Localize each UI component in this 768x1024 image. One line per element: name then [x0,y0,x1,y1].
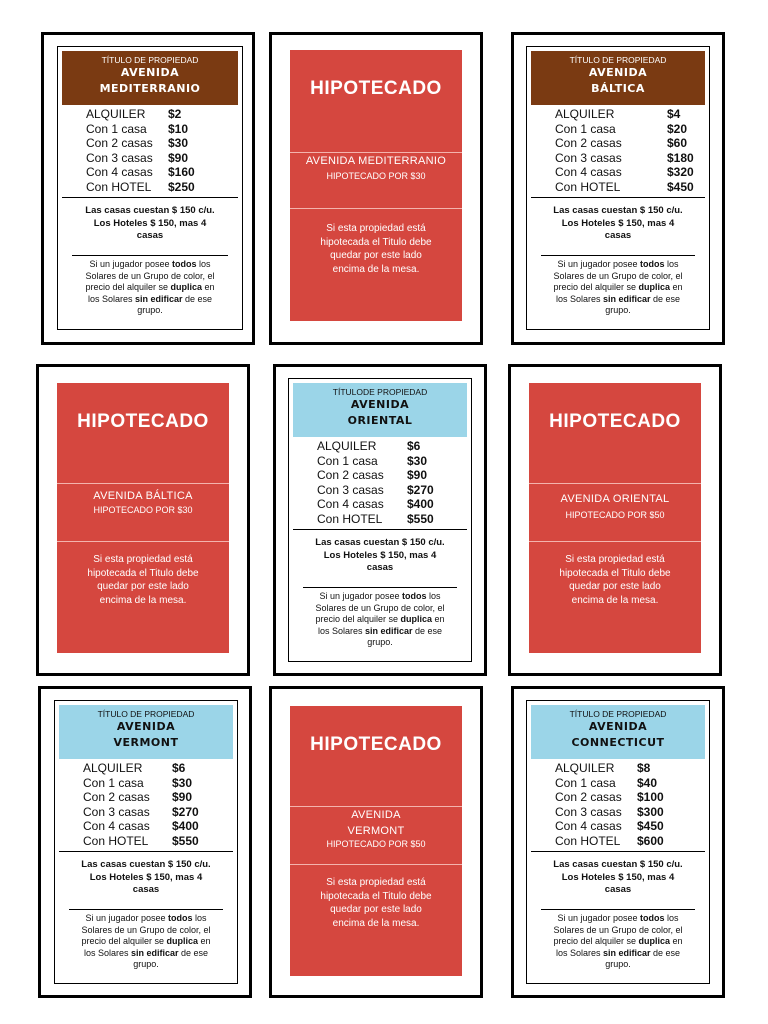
rule-line [293,591,467,603]
rule-line [59,948,233,960]
mortgage-note-line: quedar por este lado [97,581,189,592]
house-cost-line: Las casas cuestan $ 150 c/u. [315,537,445,548]
mortgaged-property-name: AVENIDA MEDITERRANIO [305,155,447,167]
rent-label: ALQUILER [83,761,143,775]
divider-line [541,255,695,256]
rent-row [317,468,467,482]
rule-fragment: grupo. [137,305,163,315]
rule-line [531,948,705,960]
rent-label: Con HOTEL [83,833,149,848]
rule-fragment: precio del alquiler se [85,282,171,292]
rule-fragment: los [664,259,679,269]
rule-emphasis: sin edificar [602,293,651,304]
property-card [273,364,487,676]
rent-label: Con 1 casa [555,775,616,790]
rent-price: $550 [172,833,199,848]
rule-line [531,259,705,271]
rent-row [317,439,467,453]
rule-fragment: precio del alquiler se [81,936,167,946]
rent-price: $270 [172,804,199,819]
property-card [41,32,255,345]
divider-line [72,255,228,256]
rent-label: Con HOTEL [317,511,383,526]
rent-label: Con 4 casas [86,165,153,179]
title-deed-label: TÍTULODE PROPIEDAD [332,387,428,397]
rent-label: Con 3 casas [317,482,384,497]
rule-emphasis: sin edificar [134,293,183,304]
rule-line [531,925,705,937]
rule-fragment: los [426,591,441,601]
house-cost-line: casas [366,562,394,573]
rule-line [62,305,238,317]
house-cost-line: casas [136,230,164,241]
mortgaged-property-name: AVENIDA [351,809,401,821]
monopoly-rule-text [293,591,467,649]
rent-label: Con 4 casas [555,819,622,833]
rent-row [555,165,705,179]
house-cost-line: Las casas cuestan $ 150 c/u. [85,205,215,216]
rule-fragment: los Solares [317,625,365,636]
rule-fragment: Si un jugador posee [85,913,169,923]
divider-line [69,909,223,910]
rule-line [293,637,467,649]
rule-fragment: en [202,282,215,292]
rent-label: Con 3 casas [83,804,150,819]
rule-line [59,913,233,925]
rent-row [555,151,705,165]
rule-fragment: grupo. [133,959,159,969]
house-cost-text [62,205,238,243]
rent-row [83,805,233,819]
divider-line [531,197,705,198]
rent-label: Con 2 casas [317,468,384,482]
mortgaged-property-name: AVENIDA BÁLTICA [93,490,193,502]
rent-price: $180 [667,150,694,165]
mortgaged-property-name-line2: VERMONT [347,825,405,837]
mortgage-panel [529,383,701,653]
property-name-line2: CONNECTICUT [571,736,665,749]
mortgage-note-line: hipotecada el Titulo debe [559,567,671,579]
mortgage-note-line: encima de la mesa. [332,263,420,275]
property-name-line2: VERMONT [113,736,179,749]
rent-price: $450 [667,179,694,194]
house-cost-line: Los Hoteles $ 150, mas 4 [561,217,675,229]
rent-row [86,151,236,165]
rule-emphasis: todos [640,913,665,923]
property-card-inner [526,46,710,330]
rule-emphasis: todos [172,259,197,269]
rule-emphasis: duplica [166,936,199,946]
monopoly-rule-text [531,913,705,971]
divider-line [529,541,701,542]
rent-price: $20 [667,121,688,136]
house-cost-line: Las casas cuestan $ 150 c/u. [553,205,683,216]
mortgage-amount: HIPOTECADO POR $30 [326,171,426,181]
house-cost-line: casas [604,230,632,241]
rule-fragment: los [196,259,211,269]
divider-line [529,483,701,484]
rent-row [86,107,236,121]
divider-line [531,851,705,852]
rent-label: ALQUILER [555,761,615,775]
mortgage-note-line: Si esta propiedad está [93,554,193,565]
rule-fragment: Si un jugador posee [89,259,173,269]
rule-fragment: Si un jugador posee [319,591,403,601]
monopoly-rule-text [59,913,233,971]
rule-fragment: los Solares [83,947,131,958]
rule-line [293,626,467,638]
rent-row [555,122,705,136]
rule-fragment: grupo. [605,305,631,315]
rule-line [59,925,233,937]
rule-fragment: los Solares [87,293,135,304]
rule-line [531,282,705,294]
property-card-inner [526,700,710,984]
divider-line [62,197,238,198]
mortgage-note-line: Si esta propiedad está [326,223,426,234]
mortgage-note-line: Si esta propiedad está [565,554,665,565]
mortgage-title: HIPOTECADO [310,78,442,99]
house-cost-text [531,859,705,897]
rent-row [555,136,705,150]
rent-label: Con 2 casas [86,136,153,150]
property-card [511,32,725,345]
property-name-line1: AVENIDA [588,720,648,733]
mortgage-note-line: quedar por este lado [330,904,422,915]
property-name-line2: BÁLTICA [591,82,645,95]
monopoly-rule-text [62,259,238,317]
rule-fragment: precio del alquiler se [553,282,639,292]
rent-label: Con 3 casas [555,804,622,819]
rule-fragment: grupo. [367,637,393,647]
rule-fragment: los Solares [555,947,603,958]
rent-price: $320 [667,165,694,179]
mortgage-amount: HIPOTECADO POR $50 [326,839,426,849]
divider-line [293,529,467,530]
house-cost-line: Los Hoteles $ 150, mas 4 [89,871,203,883]
rent-price: $30 [172,775,193,790]
rule-fragment: Si un jugador posee [557,259,641,269]
rent-price: $6 [407,439,421,453]
rent-label: Con 1 casa [86,121,147,136]
rule-emphasis: sin edificar [130,947,179,958]
rule-fragment: en [432,614,445,624]
rent-row [555,776,705,790]
rule-line [531,959,705,971]
divider-line [57,483,229,484]
rule-line [293,603,467,615]
rent-label: Con 4 casas [83,819,150,833]
rent-row [555,107,705,121]
rent-label: Con HOTEL [555,833,621,848]
house-cost-line: Las casas cuestan $ 150 c/u. [553,859,683,870]
house-cost-line: Los Hoteles $ 150, mas 4 [93,217,207,229]
rule-emphasis: sin edificar [602,947,651,958]
rent-label: Con 2 casas [555,790,622,804]
rent-price: $270 [407,482,434,497]
rent-row [83,819,233,833]
rule-fragment: en [670,936,683,946]
rule-line [62,294,238,306]
rent-price: $90 [407,468,428,482]
divider-line [303,587,457,588]
rent-price: $60 [667,136,688,150]
color-band [62,51,238,105]
rent-label: Con 2 casas [555,136,622,150]
rent-row [83,761,233,775]
mortgage-title: HIPOTECADO [310,734,442,755]
rule-line [531,913,705,925]
rule-fragment: de ese [412,625,443,636]
mortgage-card [269,32,483,345]
rule-fragment: Solares de un Grupo de color, el [315,602,445,613]
rule-line [62,259,238,271]
rule-line [531,936,705,948]
property-card-inner [288,378,472,662]
rule-fragment: precio del alquiler se [315,614,401,624]
rent-price: $550 [407,511,434,526]
rent-price: $400 [407,497,434,511]
house-cost-text [293,537,467,575]
property-name-line1: AVENIDA [350,398,410,411]
mortgage-card [508,364,722,676]
divider-line [290,208,462,209]
rule-fragment: Solares de un Grupo de color, el [553,924,683,935]
rule-line [293,614,467,626]
rule-fragment: en [198,936,211,946]
rent-row [86,122,236,136]
rent-price: $450 [637,819,664,833]
house-cost-line: Los Hoteles $ 150, mas 4 [323,549,437,561]
rule-line [531,305,705,317]
rent-label: Con 3 casas [555,150,622,165]
mortgage-note [300,876,452,930]
rule-emphasis: sin edificar [364,625,413,636]
rule-fragment: en [670,282,683,292]
rule-fragment: de ese [178,947,209,958]
rent-label: Con 2 casas [83,790,150,804]
rent-price: $90 [172,790,193,804]
rule-line [62,282,238,294]
mortgage-card [36,364,250,676]
property-name-line1: AVENIDA [116,720,176,733]
divider-line [290,152,462,153]
title-deed-label: TÍTULO DE PROPIEDAD [97,709,195,719]
mortgage-note-line: encima de la mesa. [99,594,187,606]
title-deed-label: TÍTULO DE PROPIEDAD [569,709,667,719]
mortgage-note-line: hipotecada el Titulo debe [320,236,432,248]
rent-row [555,180,705,194]
rule-fragment: Solares de un Grupo de color, el [81,924,211,935]
rule-line [62,271,238,283]
rent-label: ALQUILER [555,107,615,121]
mortgage-panel [290,706,462,976]
color-band [531,705,705,759]
rent-price: $4 [667,107,681,121]
mortgage-note [300,222,452,276]
divider-line [290,864,462,865]
rent-price: $400 [172,819,199,833]
rule-fragment: Solares de un Grupo de color, el [553,270,683,281]
rent-label: Con 1 casa [83,775,144,790]
house-cost-line: Los Hoteles $ 150, mas 4 [561,871,675,883]
rule-fragment: Si un jugador posee [557,913,641,923]
rent-price: $2 [168,107,182,121]
rent-price: $160 [168,165,195,179]
rent-row [83,834,233,848]
mortgage-panel [57,383,229,653]
rent-price: $10 [168,121,189,136]
rent-price: $30 [407,453,428,468]
rent-row [555,805,705,819]
mortgage-note-line: hipotecada el Titulo debe [320,890,432,902]
mortgage-note-line: quedar por este lado [330,250,422,261]
rule-emphasis: todos [168,913,193,923]
color-band [531,51,705,105]
rule-fragment: de ese [650,293,681,304]
property-name-line1: AVENIDA [588,66,648,79]
mortgage-amount: HIPOTECADO POR $50 [565,510,665,520]
color-band [59,705,233,759]
rule-emphasis: todos [402,591,427,601]
mortgage-note [67,553,219,607]
rule-emphasis: duplica [400,614,433,624]
rent-row [83,776,233,790]
rent-price: $30 [168,136,189,150]
house-cost-line: Las casas cuestan $ 150 c/u. [81,859,211,870]
divider-line [290,806,462,807]
rent-price: $250 [168,179,195,194]
rent-row [555,790,705,804]
monopoly-rule-text [531,259,705,317]
rent-label: Con HOTEL [555,179,621,194]
divider-line [541,909,695,910]
rule-line [59,936,233,948]
mortgage-title: HIPOTECADO [77,411,209,432]
rent-row [317,512,467,526]
rule-line [59,959,233,971]
rent-row [86,136,236,150]
rent-row [555,819,705,833]
rule-emphasis: duplica [638,282,671,292]
mortgaged-property-name: AVENIDA ORIENTAL [560,493,670,505]
mortgage-amount: HIPOTECADO POR $30 [93,505,193,515]
mortgage-note-line: hipotecada el Titulo debe [87,567,199,579]
house-cost-line: casas [132,884,160,895]
mortgage-title: HIPOTECADO [549,411,681,432]
rent-price: $600 [637,833,664,848]
house-cost-text [531,205,705,243]
title-deed-label: TÍTULO DE PROPIEDAD [101,55,199,65]
property-card [38,686,252,998]
rent-row [86,165,236,179]
property-card [511,686,725,998]
rent-price: $6 [172,761,186,775]
rule-emphasis: duplica [170,282,203,292]
mortgage-panel [290,50,462,321]
rent-label: Con 4 casas [555,165,622,179]
house-cost-line: casas [604,884,632,895]
mortgage-note-line: encima de la mesa. [571,594,659,606]
rule-line [531,294,705,306]
mortgage-note [539,553,691,607]
rent-label: ALQUILER [86,107,146,121]
rule-fragment: los [192,913,207,923]
rent-label: Con 1 casa [317,453,378,468]
mortgage-note-line: Si esta propiedad está [326,877,426,888]
rent-row [317,497,467,511]
rent-price: $300 [637,804,664,819]
rent-price: $100 [637,790,664,804]
property-name-line2: ORIENTAL [347,414,413,427]
property-card-inner [57,46,243,330]
rule-fragment: precio del alquiler se [553,936,639,946]
rule-fragment: Solares de un Grupo de color, el [85,270,215,281]
mortgage-note-line: quedar por este lado [569,581,661,592]
title-deed-label: TÍTULO DE PROPIEDAD [569,55,667,65]
rent-label: Con 4 casas [317,497,384,511]
rent-row [83,790,233,804]
rent-row [555,834,705,848]
rent-row [317,483,467,497]
mortgage-note-line: encima de la mesa. [332,917,420,929]
rule-fragment: grupo. [605,959,631,969]
rule-fragment: de ese [650,947,681,958]
rent-row [317,454,467,468]
mortgage-card [269,686,483,998]
property-name-line2: MEDITERRANIO [99,82,201,95]
rent-label: Con 3 casas [86,150,153,165]
rule-emphasis: todos [640,259,665,269]
rule-fragment: los Solares [555,293,603,304]
property-card-inner [54,700,238,984]
rent-price: $8 [637,761,651,775]
divider-line [57,541,229,542]
rent-label: ALQUILER [317,439,377,453]
rent-price: $40 [637,775,658,790]
rule-line [531,271,705,283]
rent-label: Con HOTEL [86,179,152,194]
rule-fragment: de ese [182,293,213,304]
house-cost-text [59,859,233,897]
rent-row [555,761,705,775]
rule-fragment: los [664,913,679,923]
property-name-line1: AVENIDA [120,66,180,79]
rent-row [86,180,236,194]
rent-price: $90 [168,150,189,165]
color-band [293,383,467,437]
rule-emphasis: duplica [638,936,671,946]
divider-line [59,851,233,852]
rent-label: Con 1 casa [555,121,616,136]
